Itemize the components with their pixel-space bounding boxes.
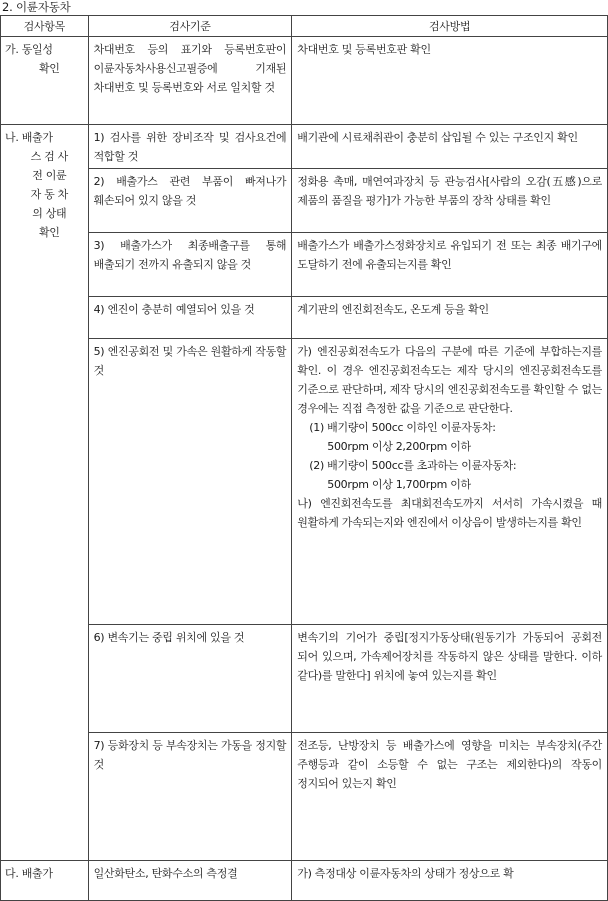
criteria-cell: 6) 변속기는 중립 위치에 있을 것: [88, 625, 292, 733]
table-row: [1, 233, 608, 297]
section-heading: 2. 이륜자동차: [2, 0, 71, 14]
method-cell: 전조등, 난방장치 등 배출가스에 영향을 미치는 부속장치(주간 주행등과 같이 소등할 수 없는 구조는 제외한다)의 작동이 정지되어 있는지 확인: [292, 733, 608, 861]
table-row: [1, 37, 608, 125]
method-subitem-2-value: 500rpm 이상 1,700rpm 이하: [327, 478, 471, 491]
method-cell: 정화용 촉매, 매연여과장치 등 관능검사[사람의 오감(五感)으로 제품의 품질을 평가]가 가능한 부품의 장착 상태를 확인: [292, 169, 608, 233]
criteria-cell: 3) 배출가스가 최종배출구를 통해 배출되기 전까지 유출되지 않을 것: [88, 233, 292, 297]
method-item-b: 나) 엔진회전속도를 최대회전속도까지 서서히 가속시켰을 때 원활하게 가속되는지와 엔진에서 이상음이 발생하는지를 확인: [297, 497, 602, 529]
table-row: [1, 625, 608, 733]
method-cell: 차대번호 및 등록번호판 확인: [292, 37, 608, 125]
header-inspection-criteria: 검사기준: [88, 16, 292, 37]
method-subitem-2: (2) 배기량이 500cc를 초과하는 이륜자동차:: [309, 459, 517, 472]
item-label: 가. 동일성: [5, 43, 53, 56]
method-cell: 가) 측정대상 이륜자동차의 상태가 정상으로 확: [292, 861, 608, 901]
item-label: 스 검 사: [30, 150, 68, 163]
method-cell: 배출가스가 배출가스정화장치로 유입되기 전 또는 최종 배기구에 도달하기 전에 유출되는지를 확인: [292, 233, 608, 297]
table-row: [1, 733, 608, 861]
item-cell: [1, 125, 89, 861]
item-label: 확인: [38, 226, 60, 239]
method-cell: 변속기의 기어가 중립[정지가동상태(원동기가 가동되어 공회전 되어 있으며, 가속제어장치를 작동하지 않은 상태를 말한다. 이하 같다)를 말한다] 위치에 놓여 있는지를 확인: [292, 625, 608, 733]
item-label: 나. 배출가: [5, 131, 53, 144]
criteria-cell: 1) 검사를 위한 장비조작 및 검사요건에 적합할 것: [88, 125, 292, 169]
method-subitem-1: (1) 배기량이 500cc 이하인 이륜자동차:: [309, 421, 496, 434]
method-subitem-1-value: 500rpm 이상 2,200rpm 이하: [327, 440, 471, 453]
table-row: [1, 169, 608, 233]
method-cell: 계기판의 엔진회전속도, 온도계 등을 확인: [292, 297, 608, 339]
criteria-cell: 4) 엔진이 충분히 예열되어 있을 것: [88, 297, 292, 339]
item-label: 전 이륜: [32, 169, 67, 182]
criteria-cell: 5) 엔진공회전 및 가속은 원활하게 작동할 것: [88, 339, 292, 625]
item-cell: [1, 861, 89, 901]
criteria-cell: 일산화탄소, 탄화수소의 측정결: [88, 861, 292, 901]
method-cell: [292, 339, 608, 625]
criteria-cell: 7) 등화장치 등 부속장치는 가동을 정지할 것: [88, 733, 292, 861]
table-header-row: [1, 16, 608, 37]
table-row: [1, 125, 608, 169]
criteria-cell: 차대번호 등의 표기와 등록번호판이 이륜자동차사용신고필증에 기재된 차대번호 및 등록번호와 서로 일치할 것: [88, 37, 292, 125]
item-label: 확인: [38, 62, 60, 75]
item-label: 자 동 차: [30, 188, 68, 201]
criteria-cell: 2) 배출가스 관련 부품이 빠져나가 훼손되어 있지 않을 것: [88, 169, 292, 233]
table-row: [1, 861, 608, 901]
item-label: 다. 배출가: [5, 867, 53, 880]
header-inspection-item: 검사항목: [1, 16, 89, 37]
table-row: [1, 339, 608, 625]
item-label: 의 상태: [32, 207, 67, 220]
method-item-a: 가) 엔진공회전속도가 다음의 구분에 따른 기준에 부합하는지를 확인. 이 경우 엔진공회전속도는 제작 당시의 엔진공회전속도를 기준으로 판단하며, 제작 당시의 엔진공회전속도를 확인할 수 없는 경우에는 직접 측정한 값을 기준으로 판단한다.: [297, 345, 602, 415]
inspection-table: [0, 15, 608, 901]
item-cell: [1, 37, 89, 125]
method-cell: 배기관에 시료채취관이 충분히 삽입될 수 있는 구조인지 확인: [292, 125, 608, 169]
table-row: [1, 297, 608, 339]
header-inspection-method: 검사방법: [292, 16, 608, 37]
